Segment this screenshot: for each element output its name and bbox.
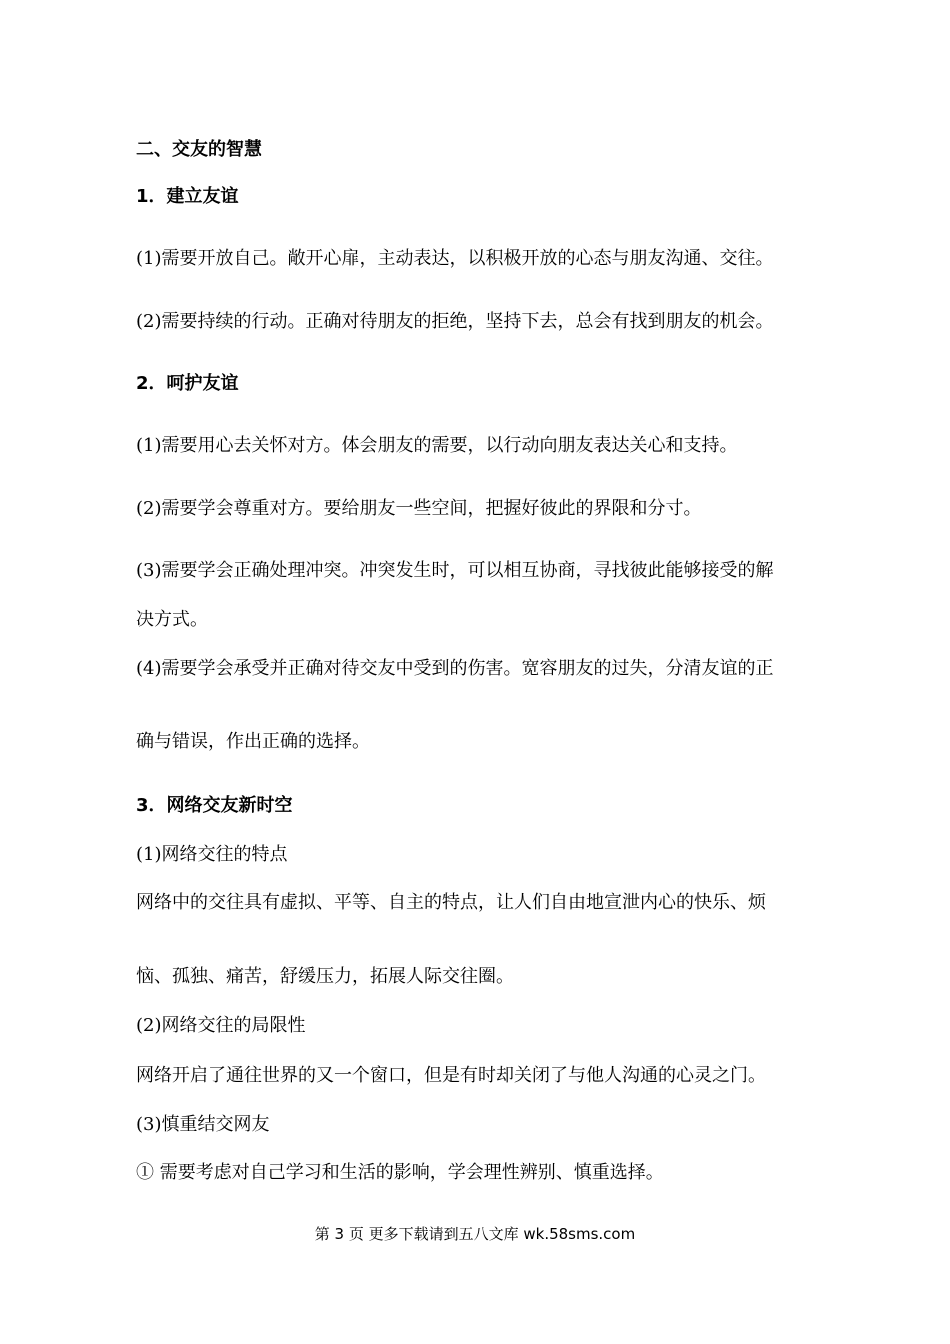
heading-protect-friendship: 2．呵护友谊 [136, 373, 239, 394]
section-title: 二、交友的智慧 [136, 139, 262, 160]
page-footer: 第 3 页 更多下载请到五八文库 wk.58sms.com [314, 1225, 636, 1243]
paragraph-continuation: 恼、孤独、痛苦，舒缓压力，拓展人际交往圈。 [136, 966, 514, 987]
heading-online-friendship: 3．网络交友新时空 [136, 795, 293, 816]
paragraph: (1)需要开放自己。敞开心扉，主动表达，以积极开放的心态与朋友沟通、交往。 [136, 248, 774, 269]
paragraph: (1)需要用心去关怀对方。体会朋友的需要，以行动向朋友表达关心和支持。 [136, 435, 738, 456]
paragraph: (4)需要学会承受并正确对待交友中受到的伤害。宽容朋友的过失，分清友谊的正 [136, 658, 774, 679]
paragraph: (3)需要学会正确处理冲突。冲突发生时，可以相互协商，寻找彼此能够接受的解 [136, 560, 774, 581]
subheading: (2)网络交往的局限性 [136, 1015, 306, 1036]
subheading: (3)慎重结交网友 [136, 1114, 270, 1135]
paragraph: (2)需要学会尊重对方。要给朋友一些空间，把握好彼此的界限和分寸。 [136, 498, 702, 519]
heading-build-friendship: 1．建立友谊 [136, 186, 239, 207]
paragraph: 网络中的交往具有虚拟、平等、自主的特点，让人们自由地宣泄内心的快乐、烦 [136, 892, 766, 913]
subheading: (1)网络交往的特点 [136, 844, 288, 865]
list-item: ① 需要考虑对自己学习和生活的影响，学会理性辨别、慎重选择。 [136, 1162, 664, 1183]
paragraph: 网络开启了通往世界的又一个窗口，但是有时却关闭了与他人沟通的心灵之门。 [136, 1065, 766, 1086]
paragraph-continuation: 确与错误，作出正确的选择。 [136, 731, 370, 752]
paragraph: (2)需要持续的行动。正确对待朋友的拒绝，坚持下去，总会有找到朋友的机会。 [136, 311, 774, 332]
paragraph-continuation: 决方式。 [136, 609, 208, 630]
